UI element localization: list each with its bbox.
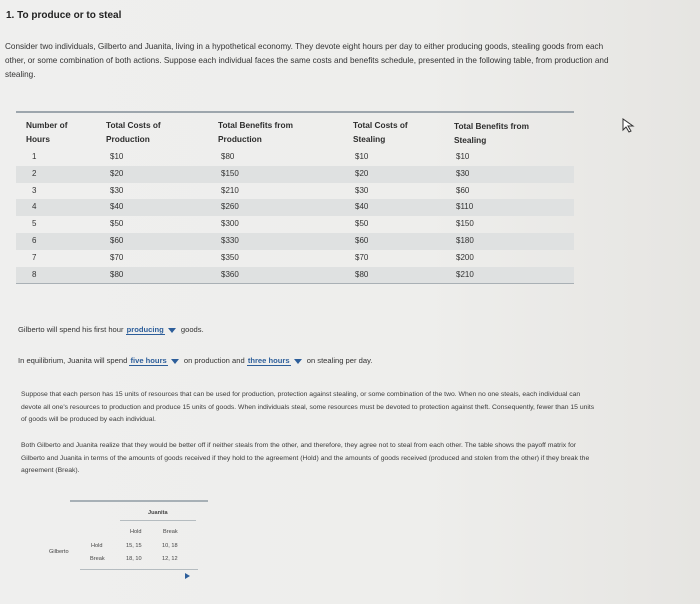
question-first-hour — [18, 325, 204, 335]
intro-text: Consider two individuals, Gilberto and Juanita, living in a hypothetical economy. They devote eight hours per day to either producing goods, stealing goods from each other, or some combination of both actions. Suppose each individual faces the same costs and benefits schedule, presented in the following table, from production and stealing. — [5, 42, 609, 79]
table-cell-hours: 6 — [32, 236, 37, 245]
header-cost-production: Total Costs of Production — [106, 120, 161, 144]
table-cell-cost-prod: $30 — [110, 185, 124, 195]
q1-suffix: goods. — [180, 325, 204, 334]
table-cell-hours: 5 — [32, 219, 37, 229]
table-cell-ben-steal: $200 — [456, 252, 474, 262]
cursor-pointer-icon — [622, 118, 636, 134]
table-cell-ben-prod: $210 — [221, 185, 239, 195]
row-player-label: Gilberto — [49, 549, 69, 555]
table-cell-ben-prod: $300 — [221, 219, 239, 229]
agreement-paragraph: Both Gilberto and Juanita realize that they would be better off if neither steals from the other, and therefore, they agree not to steal from each other. The table shows the payoff matrix for Gilberto and Juanita in terms of the amounts of goods received if they hold to the agreement (Hold) and the amounts of goods received (produced and stolen from the other) if they break the agreement (Break). — [21, 442, 590, 474]
table-cell-ben-prod: $150 — [221, 168, 239, 178]
cell-break-hold: 18, 10 — [126, 556, 142, 562]
table-cell-cost-steal: $20 — [355, 168, 369, 178]
table-cell-ben-steal: $10 — [456, 152, 470, 161]
table-cell-cost-steal: $60 — [355, 236, 369, 245]
table-cell-cost-steal: $40 — [355, 202, 369, 212]
table-cell-cost-steal: $10 — [355, 152, 369, 161]
row-hold-label: Hold — [91, 543, 103, 549]
play-arrow-icon[interactable] — [185, 573, 190, 579]
table-cell-cost-steal: $70 — [355, 252, 369, 262]
resources-paragraph: Suppose that each person has 15 units of resources that can be used for production, protection against stealing, or some combination of the two. When no one steals, each individual can devote all one's resources to production and produce 15 units of goods. When individuals steal, some resources must be devoted to protection against theft. Consequently, fewer than 15 units of goods will be produced by each individual. — [21, 391, 595, 423]
table-cell-hours: 1 — [32, 152, 37, 161]
table-top-rule — [16, 111, 574, 113]
table-cell-ben-prod: $260 — [221, 202, 239, 212]
question-equilibrium — [18, 356, 372, 366]
col-break-label: Break — [163, 529, 178, 535]
chevron-down-icon[interactable] — [294, 359, 302, 364]
production-hours-selected: five hours — [130, 356, 167, 365]
stealing-hours-selected: three hours — [247, 356, 290, 365]
table-cell-ben-steal: $180 — [456, 236, 474, 245]
table-cell-cost-prod: $60 — [110, 236, 124, 245]
table-cell-cost-prod: $40 — [110, 202, 124, 212]
q2-middle: on production and — [183, 356, 245, 365]
matrix-header-rule — [120, 520, 196, 521]
table-cell-ben-steal: $60 — [456, 185, 470, 195]
table-cell-cost-prod: $20 — [110, 168, 124, 178]
table-cell-hours: 2 — [32, 168, 37, 178]
col-hold-label: Hold — [130, 529, 142, 535]
q2-suffix: on stealing per day. — [306, 356, 373, 365]
header-benefit-stealing: Total Benefits from Stealing — [454, 121, 529, 145]
q1-prefix: Gilberto will spend his first hour — [18, 325, 124, 334]
table-row-shade — [16, 233, 574, 250]
table-cell-ben-steal: $150 — [456, 219, 474, 229]
table-row-shade — [16, 199, 574, 216]
section-divider — [70, 500, 208, 502]
cell-hold-hold: 15, 15 — [126, 543, 142, 549]
table-cell-cost-prod: $70 — [110, 252, 124, 262]
header-benefit-production: Total Benefits from Production — [218, 120, 293, 144]
cell-break-break: 12, 12 — [162, 556, 178, 562]
table-cell-ben-prod: $330 — [221, 236, 239, 245]
header-hours: Number of Hours — [26, 120, 68, 144]
question-title: 1. To produce or to steal — [6, 10, 122, 21]
table-cell-cost-steal: $50 — [355, 219, 369, 229]
table-cell-hours: 7 — [32, 252, 37, 262]
table-cell-cost-steal: $80 — [355, 269, 369, 279]
table-cell-ben-prod: $360 — [221, 269, 239, 279]
stealing-hours-dropdown[interactable] — [247, 356, 291, 366]
q2-prefix: In equilibrium, Juanita will spend — [18, 356, 128, 365]
col-player-label: Juanita — [148, 510, 168, 516]
row-break-label: Break — [90, 556, 105, 562]
cell-hold-break: 10, 18 — [162, 543, 178, 549]
table-cell-ben-steal: $210 — [456, 269, 474, 279]
table-cell-cost-steal: $30 — [355, 185, 369, 195]
header-cost-stealing: Total Costs of Stealing — [353, 120, 408, 144]
matrix-bottom-rule — [80, 569, 198, 570]
table-cell-cost-prod: $10 — [110, 152, 124, 161]
table-cell-hours: 4 — [32, 202, 37, 212]
first-hour-dropdown[interactable] — [126, 325, 165, 335]
table-cell-cost-prod: $50 — [110, 219, 124, 229]
table-row-shade — [16, 166, 574, 183]
table-bottom-rule — [16, 283, 574, 284]
table-cell-hours: 3 — [32, 185, 37, 195]
chevron-down-icon[interactable] — [168, 328, 176, 333]
table-cell-ben-steal: $110 — [456, 202, 474, 212]
table-cell-hours: 8 — [32, 269, 37, 279]
table-cell-ben-prod: $80 — [221, 152, 235, 161]
table-cell-ben-steal: $30 — [456, 168, 470, 178]
table-row-shade — [16, 267, 574, 284]
table-cell-cost-prod: $80 — [110, 269, 124, 279]
production-hours-dropdown[interactable] — [129, 356, 167, 366]
table-cell-ben-prod: $350 — [221, 252, 239, 262]
chevron-down-icon[interactable] — [171, 359, 179, 364]
first-hour-selected: producing — [126, 325, 164, 334]
